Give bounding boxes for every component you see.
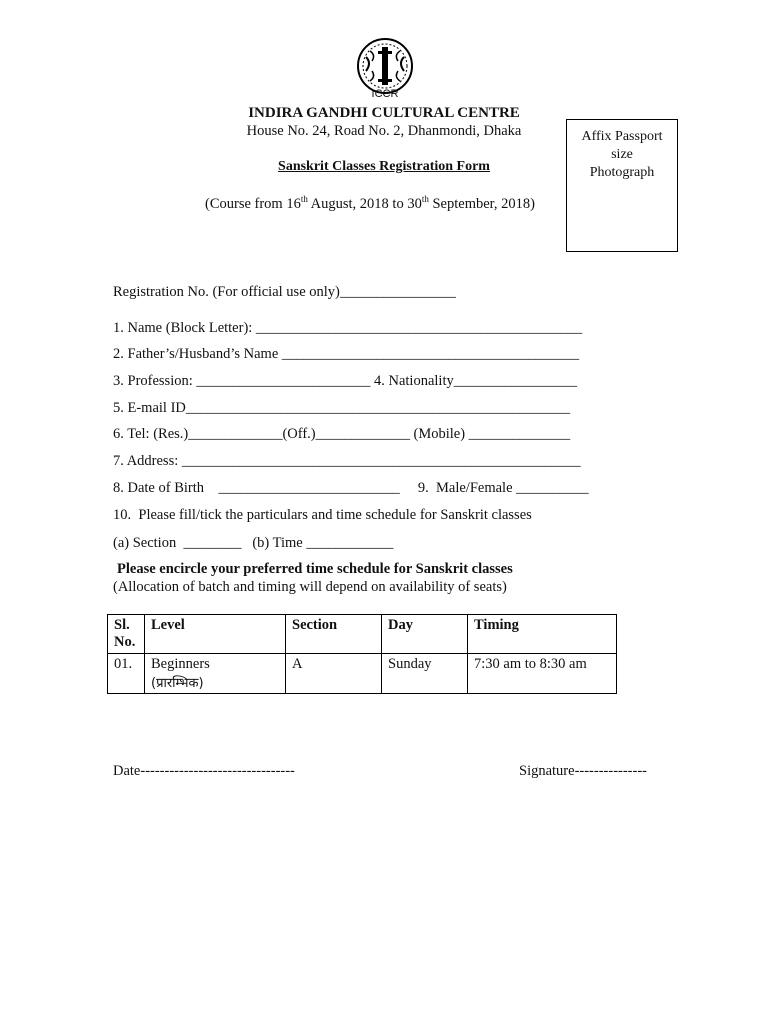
table-row[interactable]	[108, 654, 617, 694]
photo-box-line-2: size	[611, 147, 633, 162]
registration-number-field[interactable]: Registration No. (For official use only)________________	[113, 284, 456, 300]
course-suffix: September, 2018)	[428, 195, 535, 212]
schedule-table	[107, 614, 617, 694]
email-field[interactable]: 5. E-mail ID_____________________________________________________	[113, 400, 571, 416]
course-sup-2: th	[421, 194, 429, 204]
date-field[interactable]: Date--------------------------------	[113, 763, 295, 779]
form-title: Sanskrit Classes Registration Form	[278, 159, 490, 174]
row-day: Sunday	[382, 654, 468, 694]
logo-label: ICCR	[371, 88, 399, 100]
header-no: No.	[114, 634, 136, 650]
row-level-hindi: (प्रारम्भिक)	[151, 676, 204, 691]
allocation-note: (Allocation of batch and timing will depend on availability of seats)	[113, 579, 507, 595]
organization-address: House No. 24, Road No. 2, Dhanmondi, Dhaka	[246, 123, 522, 139]
profession-nationality-field[interactable]: 3. Profession: ________________________ 4. Nationality_________________	[113, 373, 577, 389]
header-day: Day	[382, 615, 468, 654]
name-field[interactable]: 1. Name (Block Letter): _____________________________________________	[113, 320, 583, 336]
course-prefix: (Course from 16	[204, 195, 301, 212]
photo-box-line-3: Photograph	[589, 165, 655, 180]
row-section: A	[286, 654, 382, 694]
row-level-english: Beginners	[151, 656, 210, 672]
photo-box-line-1: Affix Passport	[581, 129, 663, 144]
row-level	[145, 654, 286, 694]
address-field[interactable]: 7. Address: _______________________________________________________	[113, 453, 581, 469]
row-sl: 01.	[108, 654, 145, 694]
section-time-field[interactable]: (a) Section ________ (b) Time ____________	[113, 535, 394, 551]
table-header-row	[108, 615, 617, 654]
encircle-instruction: Please encircle your preferred time schedule for Sanskrit classes	[117, 561, 513, 577]
header-section: Section	[286, 615, 382, 654]
header-level: Level	[145, 615, 286, 654]
header-sl: Sl.	[114, 617, 130, 633]
header-sl-no	[108, 615, 145, 654]
course-sup-1: th	[300, 194, 308, 204]
course-mid: August, 2018 to 30	[307, 195, 422, 212]
course-dates	[150, 194, 590, 213]
instruction-10: 10. Please fill/tick the particulars and time schedule for Sanskrit classes	[113, 507, 532, 523]
header-timing: Timing	[468, 615, 617, 654]
passport-photo-box	[566, 119, 678, 252]
telephone-field[interactable]: 6. Tel: (Res.)_____________(Off.)_____________ (Mobile) ______________	[113, 426, 571, 442]
dob-gender-field[interactable]: 8. Date of Birth _________________________ 9. Male/Female __________	[113, 480, 589, 496]
organization-name: INDIRA GANDHI CULTURAL CENTRE	[248, 105, 520, 121]
row-timing: 7:30 am to 8:30 am	[468, 654, 617, 694]
signature-field[interactable]: Signature---------------	[519, 763, 648, 779]
father-husband-name-field[interactable]: 2. Father’s/Husband’s Name _________________________________________	[113, 346, 580, 362]
